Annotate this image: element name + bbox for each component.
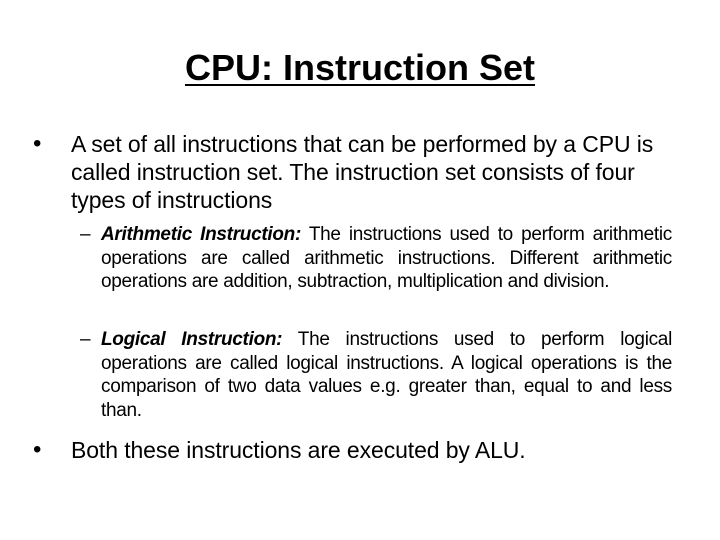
- bullet-alu: [33, 436, 673, 464]
- sub-bullet-text: [101, 223, 672, 294]
- term-logical-instruction: Logical Instruction:: [101, 329, 283, 350]
- bullet-marker: •: [33, 130, 42, 157]
- term-arithmetic-instruction: Arithmetic Instruction:: [101, 224, 302, 245]
- sub-bullet-marker: –: [80, 224, 91, 245]
- sub-bullet-logical: [80, 328, 672, 422]
- bullet-instruction-set: [33, 130, 673, 214]
- sub-bullet-marker: –: [80, 329, 91, 350]
- arithmetic-description: The instructions used to perform arithmetic operations are called arithmetic instructions. Different arithmetic operations are addition, subtraction, multiplication and division.: [101, 224, 672, 292]
- slide-title: CPU: Instruction Set: [184, 47, 535, 88]
- logical-description: The instructions used to perform logical operations are called logical instructions. A logical operations is the comparison of two data values e.g. greater than, equal to and less than.: [101, 329, 672, 421]
- bullet-text: A set of all instructions that can be performed by a CPU is called instruction set. The instruction set consists of four types of instructions: [71, 131, 654, 213]
- sub-bullet-text: [101, 328, 672, 422]
- sub-bullet-arithmetic: [80, 223, 672, 294]
- bullet-marker: •: [33, 436, 42, 463]
- bullet-text: Both these instructions are executed by ALU.: [71, 437, 526, 463]
